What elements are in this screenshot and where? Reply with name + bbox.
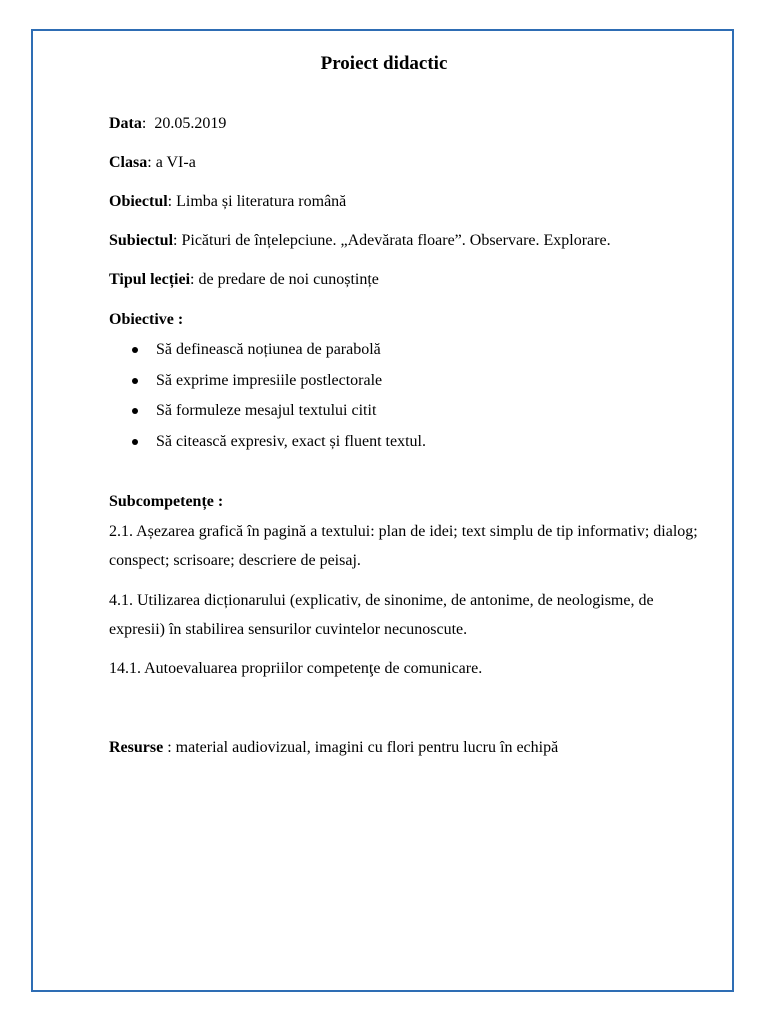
field-clasa-sep: :	[147, 154, 156, 171]
subcompetenta-item: 4.1. Utilizarea dicționarului (explicativ, de sinonime, de antonime, de neologisme, de expresii) în stabilirea sensurilor cuvintelor necunoscute.	[109, 592, 654, 638]
bullet-icon	[132, 408, 138, 414]
subcompetenta-item: 14.1. Autoevaluarea propriilor competenţe de comunicare.	[109, 660, 483, 677]
field-tipul-sep: :	[190, 271, 199, 288]
field-data-label: Data	[109, 115, 142, 132]
field-clasa-value: a VI-a	[155, 154, 196, 171]
obiective-heading	[109, 310, 183, 330]
field-obiectul	[109, 192, 346, 212]
field-tipul-label: Tipul lecției	[109, 271, 191, 288]
field-tipul-lectiei	[109, 270, 379, 290]
obiectiv-text: Să citească expresiv, exact și fluent textul.	[156, 432, 426, 450]
obiectiv-text: Să exprime impresiile postlectorale	[156, 371, 383, 389]
field-subiectul-label: Subiectul	[109, 232, 174, 249]
document-title: Proiect didactic	[320, 53, 448, 74]
obiectiv-text: Să definească noțiunea de parabolă	[156, 341, 381, 358]
field-clasa-label: Clasa	[109, 154, 148, 171]
field-obiectul-sep: :	[167, 193, 177, 210]
subcompetente-heading	[109, 492, 223, 512]
subcompetenta-item: 2.1. Așezarea grafică în pagină a textului: plan de idei; text simplu de tip informativ; dialog; conspect; scrisoare; descriere de peisaj.	[109, 523, 698, 569]
field-obiectul-value: Limba și literatura română	[176, 193, 347, 210]
list-item	[109, 340, 426, 371]
subcompetente-heading-text: Subcompetențe :	[109, 493, 224, 510]
field-subiectul	[109, 231, 611, 251]
field-data-value: 20.05.2019	[154, 115, 227, 132]
field-clasa	[109, 153, 196, 173]
list-item	[109, 401, 426, 432]
field-subiectul-value: Picături de înțelepciune. „Adevărata floare”. Observare. Explorare.	[181, 232, 611, 249]
field-resurse	[109, 738, 558, 758]
bullet-icon	[132, 439, 138, 445]
obiective-list	[109, 340, 426, 462]
list-item	[109, 371, 426, 402]
field-data	[109, 114, 226, 134]
field-obiectul-label: Obiectul	[109, 193, 168, 210]
obiectiv-text: Să formuleze mesajul textului citit	[156, 402, 377, 419]
obiective-heading-text: Obiective :	[109, 311, 184, 328]
bullet-icon	[132, 347, 138, 353]
bullet-icon	[132, 378, 138, 384]
field-resurse-value: material audiovizual, imagini cu flori pentru lucru în echipă	[175, 739, 559, 756]
field-subiectul-sep: :	[173, 232, 182, 249]
list-item	[109, 432, 426, 463]
field-resurse-sep: :	[163, 739, 176, 756]
field-tipul-value: de predare de noi cunoștințe	[198, 271, 379, 288]
field-data-sep: :	[141, 115, 155, 132]
field-resurse-label: Resurse	[109, 739, 164, 756]
